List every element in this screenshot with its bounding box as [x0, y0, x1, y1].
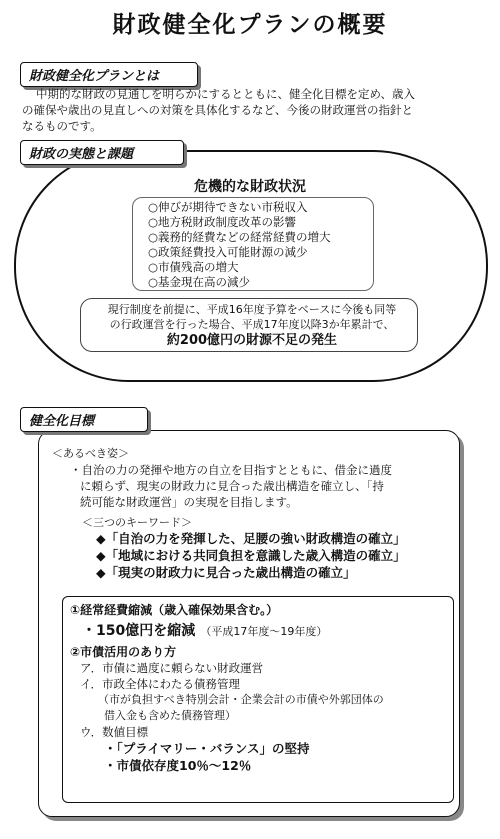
list-item: ○市債残高の増大 [148, 260, 239, 274]
goal2-title: ②市債活用のあり方 [70, 645, 177, 659]
list-item: ○義務的経費などの経常経費の増大 [148, 230, 331, 244]
goal1-title: ①経常経費縮減（歳入確保効果含む。） [70, 603, 279, 617]
ideal-text [70, 462, 450, 510]
goal2-item-i: イ．市政全体にわたる債務管理 [80, 677, 240, 691]
keyword-item: ◆「現実の財政力に見合った歳出構造の確立」 [96, 565, 356, 580]
page-title: 財政健全化プランの概要 [112, 12, 388, 38]
ideal-line: ・自治の力の発揮や地方の自立を目指すとともに、借金に過度 [70, 463, 392, 477]
keyword-item: ◆「地域における共同負担を意識した歳入構造の確立」 [96, 548, 406, 563]
plan-description-line: 中期的な財政の見通しを明らかにするとともに、健全化目標を定め、歳入 [36, 87, 416, 101]
ideal-line: 続可能な財政運営」の実現を目指します。 [80, 495, 298, 509]
bond-dependency-target: ・市債依存度10％～12％ [104, 758, 252, 773]
shortfall-note-line: の行政運営を行った場合、平成17年度以降3か年累計で、 [109, 318, 395, 331]
list-item: ○地方税財政制度改革の影響 [148, 215, 297, 229]
section-heading-status: 財政の実態と課題 [20, 140, 184, 165]
goal1-target [82, 620, 327, 640]
ideal-line: に頼らず、現実の財政力に見合った歳出構造を確立し、「持 [80, 479, 384, 493]
shortfall-note-line: 現行制度を前提に、平成16年度予算をベースに今後も同等 [107, 303, 397, 316]
list-item: ○基金現在高の減少 [148, 275, 251, 289]
keyword-item: ◆「自治の力を発揮した、足腰の強い財政構造の確立」 [96, 531, 406, 546]
goal2-item-i-note: 借入金も含めた債務管理） [104, 709, 236, 722]
list-item: ○政策経費投入可能財源の減少 [148, 245, 308, 259]
goal2-item-a: ア．市債に過度に頼らない財政運営 [80, 661, 264, 675]
goal2-item-u: ウ．数値目標 [80, 725, 149, 739]
shortfall-note [92, 302, 412, 350]
plan-description [22, 86, 492, 134]
plan-description-line: の確保や歳出の見直しへの対策を具体化するなど、今後の財政運営の指針と [22, 103, 413, 117]
primary-balance-target: ・「プライマリー・バランス」の堅持 [104, 741, 310, 756]
goal1-amount: ・150億円を縮減 [82, 623, 196, 639]
crisis-list [148, 200, 331, 290]
plan-description-line: なるものです。 [22, 119, 102, 133]
goal2-item-i-note: （市が負担すべき特別会計・企業会計の市債や外郭団体の [98, 693, 384, 706]
keyword-list [96, 530, 406, 581]
list-item: ○伸びが期待できない市税収入 [148, 200, 308, 214]
keywords-label: ＜三つのキーワード＞ [82, 516, 192, 529]
crisis-title: 危機的な財政状況 [194, 179, 306, 195]
section-heading-plan: 財政健全化プランとは [20, 62, 198, 87]
shortfall-amount: 約200億円の財源不足の発生 [166, 333, 338, 348]
ideal-label: ＜あるべき姿＞ [52, 447, 129, 460]
goal2-details [80, 660, 450, 774]
goal1-period: （平成17年度～19年度） [200, 625, 328, 638]
section-heading-goals: 健全化目標 [20, 407, 148, 432]
